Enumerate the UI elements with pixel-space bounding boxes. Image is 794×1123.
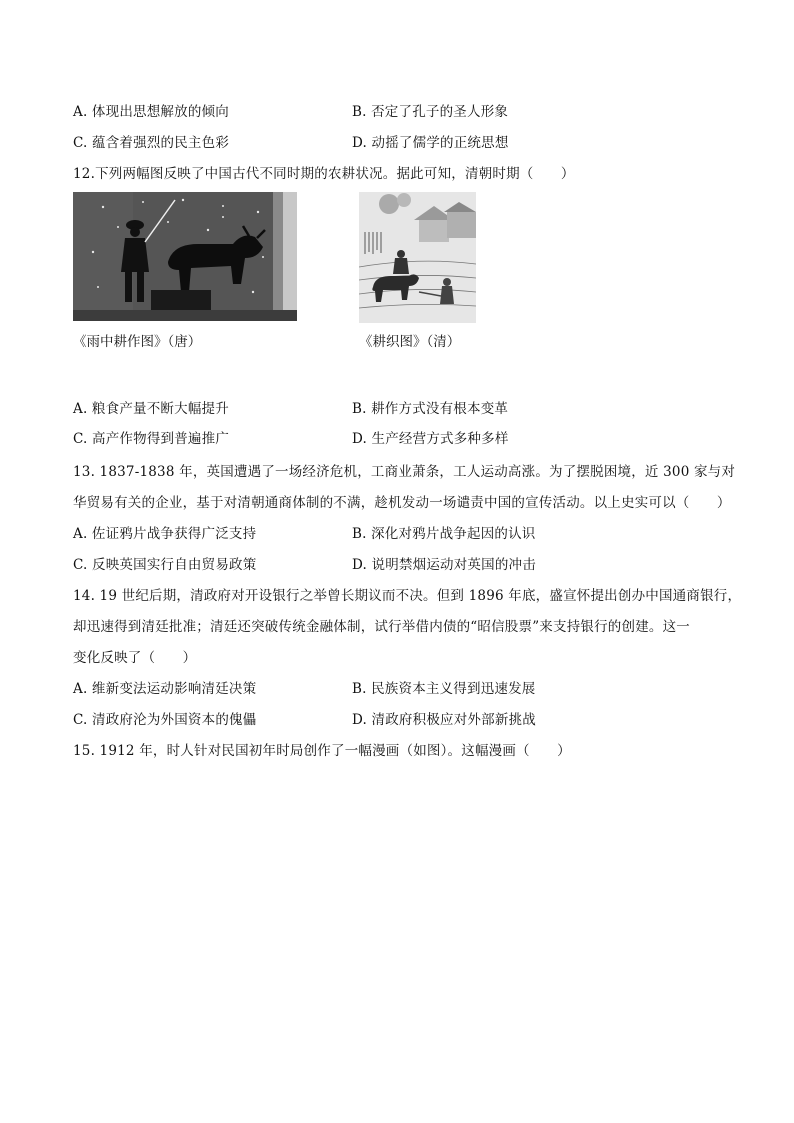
q14-stem-line1: 14. 19 世纪后期，清政府对开设银行之举曾长期议而不决。但到 1896 年底，盛宣怀提出创办中国通商银行，: [73, 588, 742, 604]
q13-option-b: B. 深化对鸦片战争起因的认识: [352, 526, 536, 542]
qing-farming-weaving-painting: [359, 192, 476, 323]
qing-farming-weaving-painting-svg: [359, 192, 476, 323]
tang-farming-painting-svg: [73, 192, 297, 321]
q12-option-a: A. 粮食产量不断大幅提升: [73, 401, 229, 417]
q13-option-c: C. 反映英国实行自由贸易政策: [73, 557, 257, 573]
q14-option-a: A. 维新变法运动影响清廷决策: [73, 681, 257, 697]
q14-option-b: B. 民族资本主义得到迅速发展: [352, 681, 536, 697]
image2-caption: 《耕织图》（清）: [359, 334, 461, 350]
q14-stem-line2: 却迅速得到清廷批准；清廷还突破传统金融体制，试行举借内债的“昭信股票”来支持银行的创建。这一: [73, 619, 691, 635]
q13-option-a: A. 佐证鸦片战争获得广泛支持: [73, 526, 257, 542]
tang-farming-painting: [73, 192, 297, 321]
q13-stem-line2: 华贸易有关的企业，基于对清朝通商体制的不满，趁机发动一场谴责中国的宣传活动。以上史实可以（ ）: [73, 495, 731, 511]
q14-option-d: D. 清政府积极应对外部新挑战: [352, 712, 536, 728]
q12-option-b: B. 耕作方式没有根本变革: [352, 401, 509, 417]
q11-option-d: D. 动摇了儒学的正统思想: [352, 135, 509, 151]
q14-option-c: C. 清政府沦为外国资本的傀儡: [73, 712, 257, 728]
q15-stem: 15. 1912 年，时人针对民国初年时局创作了一幅漫画（如图）。这幅漫画（ ）: [73, 743, 571, 759]
image1-caption: 《雨中耕作图》（唐）: [73, 334, 202, 350]
q12-stem: 12.下列两幅图反映了中国古代不同时期的农耕状况。据此可知，清朝时期（ ）: [73, 166, 575, 182]
q12-option-c: C. 高产作物得到普遍推广: [73, 431, 230, 447]
q12-option-d: D. 生产经营方式多种多样: [352, 431, 509, 447]
q11-option-b: B. 否定了孔子的圣人形象: [352, 104, 509, 120]
q14-stem-line3: 变化反映了（ ）: [73, 650, 197, 666]
q11-option-c: C. 蕴含着强烈的民主色彩: [73, 135, 230, 151]
q13-option-d: D. 说明禁烟运动对英国的冲击: [352, 557, 536, 573]
q11-option-a: A. 体现出思想解放的倾向: [73, 104, 229, 120]
q13-stem-line1: 13. 1837-1838 年，英国遭遇了一场经济危机，工商业萧条，工人运动高涨。为了摆脱困境，近 300 家与对: [73, 464, 736, 480]
